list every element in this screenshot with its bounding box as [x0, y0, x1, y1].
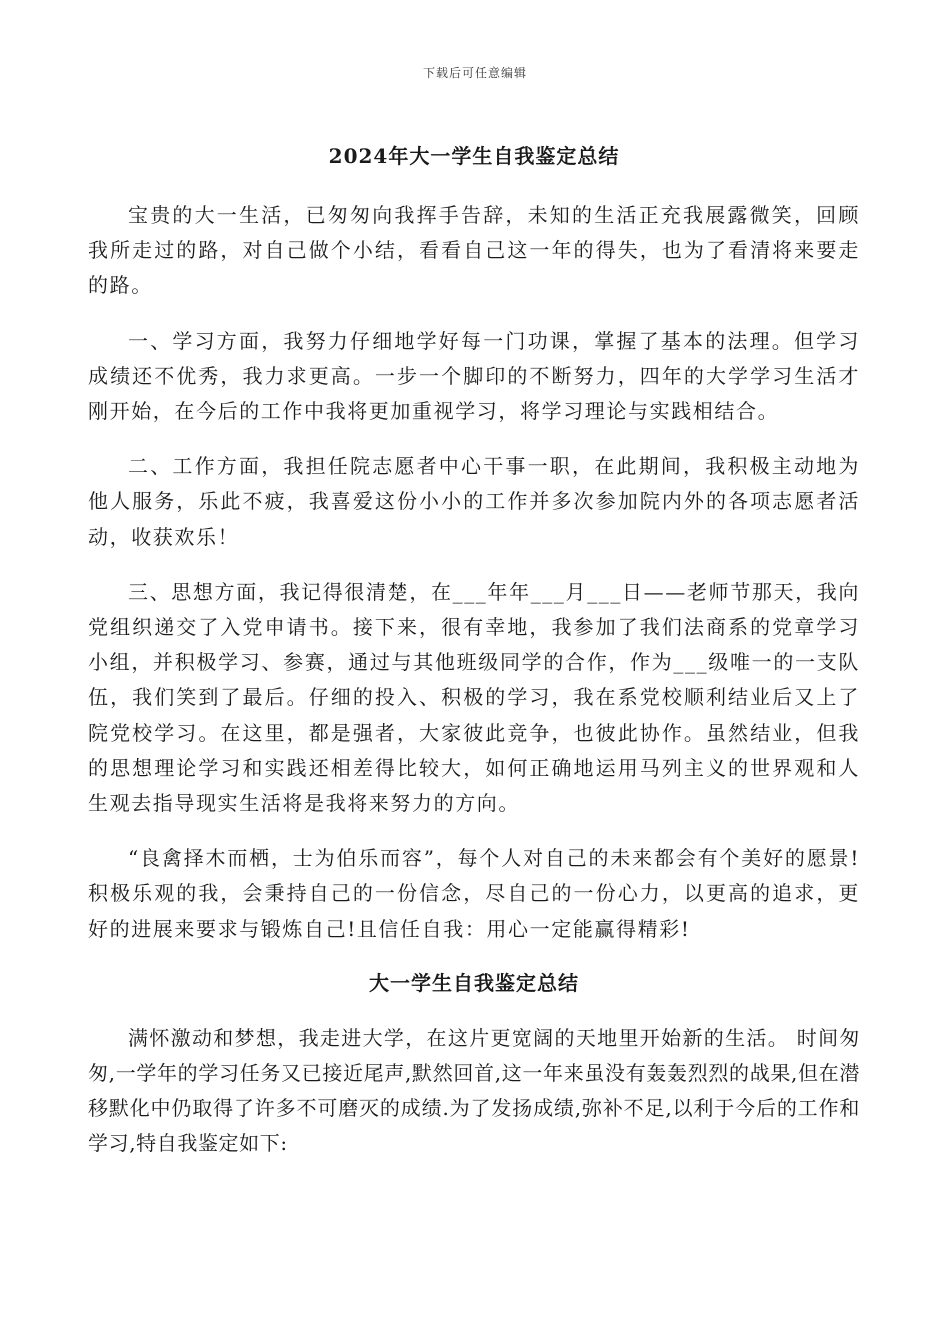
section1-paragraph-work: 二、工作方面，我担任院志愿者中心干事一职，在此期间，我积极主动地为他人服务，乐此不疲，我喜爱这份小小的工作并多次参加院内外的各项志愿者活动，收获欢乐！: [88, 454, 860, 549]
section1-paragraph-closing: “良禽择木而栖，士为伯乐而容”，每个人对自己的未来都会有个美好的愿景!积极乐观的我，会秉持自己的一份信念，尽自己的一份心力，以更高的追求，更好的进展来要求与锻炼自己!且信任自我：用心一定能赢得精彩!: [88, 846, 860, 941]
section1-paragraph-intro: 宝贵的大一生活，已匆匆向我挥手告辞，未知的生活正充我展露微笑，回顾我所走过的路，对自己做个小结，看看自己这一年的得失，也为了看清将来要走的路。: [88, 203, 860, 298]
section1-paragraph-study: 一、学习方面，我努力仔细地学好每一门功课，掌握了基本的法理。但学习成绩还不优秀，我力求更高。一步一个脚印的不断努力，四年的大学学习生活才刚开始，在今后的工作中我将更加重视学习，将学习理论与实践相结合。: [88, 328, 860, 424]
section1-title: 2024年大一学生自我鉴定总结: [328, 144, 620, 168]
document-body: [88, 140, 860, 1182]
section1-paragraph-thought: 三、思想方面，我记得很清楚，在___年年___月___日——老师节那天，我向党组织递交了入党申请书。接下来，很有幸地，我参加了我们法商系的党章学习小组，并积极学习、参赛，通过与其他班级同学的合作，作为___级唯一的一支队伍，我们笑到了最后。仔细的投入、积极的学习，我在系党校顺利结业后又上了院党校学习。在这里，都是强者，大家彼此竞争，也彼此协作。虽然结业，但我的思想理论学习和实践还相差得比较大，如何正确地运用马列主义的世界观和人生观去指导现实生活将是我将来努力的方向。: [88, 579, 860, 816]
section2-title: 大一学生自我鉴定总结: [369, 970, 579, 995]
section2-paragraph-intro: 满怀激动和梦想，我走进大学，在这片更宽阔的天地里开始新的生活。 时间匆匆,一学年的学习任务又已接近尾声,默然回首,这一年来虽没有轰轰烈烈的战果,但在潜移默化中仍取得了许多不可磨灭的成绩.为了发扬成绩,弥补不足,以利于今后的工作和学习,特自我鉴定如下:: [88, 1025, 860, 1156]
header-note: 下载后可任意编辑: [422, 66, 527, 80]
